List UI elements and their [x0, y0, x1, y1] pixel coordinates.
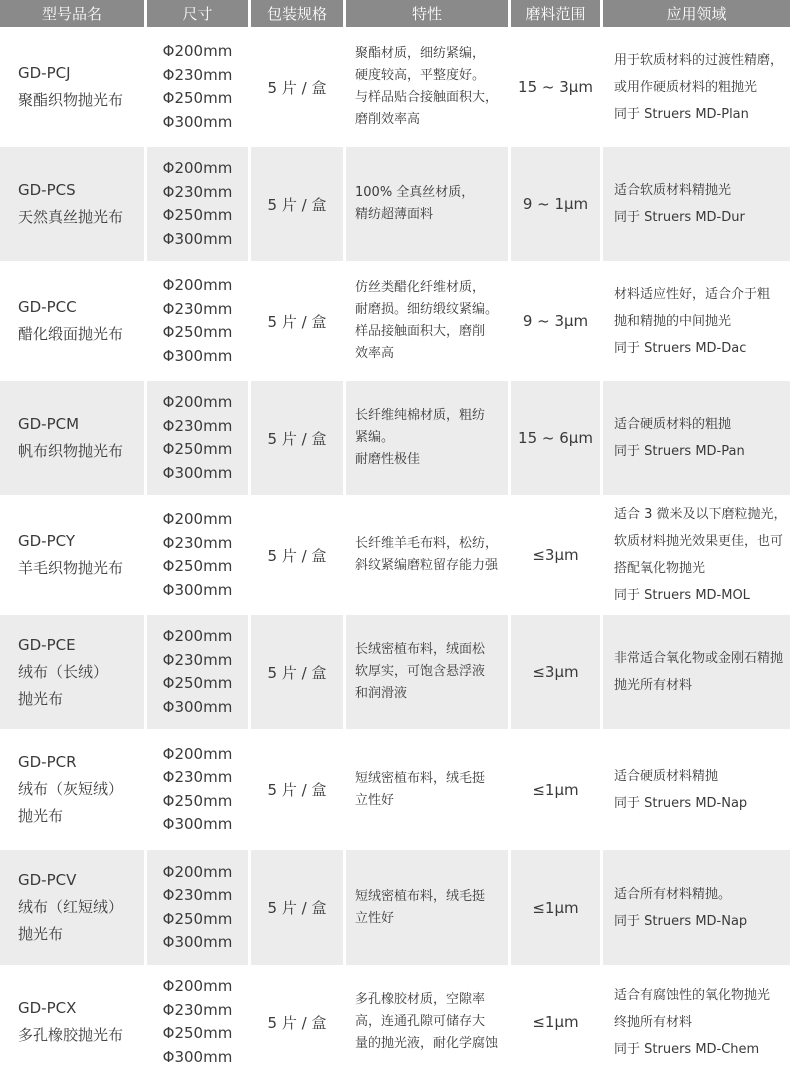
model-line: GD-PCE: [18, 635, 76, 654]
application-line: 同于 Struers MD-Dur: [614, 210, 745, 225]
application-line: 同于 Struers MD-MOL: [614, 588, 750, 603]
sizes-line: Φ230mm: [162, 182, 233, 201]
application-line: 抛光所有材料: [614, 678, 693, 693]
size-cell: [147, 615, 251, 732]
abrasive-range-cell: 15 ~ 3μm: [511, 30, 603, 147]
features-line: 100% 全真丝材质，: [355, 185, 475, 200]
application-line: 同于 Struers MD-Plan: [614, 106, 749, 122]
model-line: GD-PCV: [18, 871, 77, 889]
packaging-cell: 5 片 / 盒: [251, 264, 346, 381]
application-line: 终抛所有材料: [614, 1014, 693, 1030]
table-row: [0, 968, 790, 1079]
size-cell: [147, 147, 251, 264]
application-line: 同于 Struers MD-Dac: [614, 340, 747, 356]
model-cell: [0, 615, 147, 732]
abrasive-range-cell: ≤3μm: [511, 615, 603, 732]
features-cell: [346, 968, 511, 1079]
application-line: 同于 Struers MD-Pan: [614, 444, 745, 459]
features-line: 立性好: [355, 910, 395, 926]
packaging-cell: 5 片 / 盒: [251, 498, 346, 615]
application-line: 材料适应性好，适合介于粗: [614, 286, 771, 302]
application-cell: [603, 732, 790, 850]
table-row: [0, 30, 790, 147]
model-cell: [0, 732, 147, 850]
application-cell: [603, 850, 790, 968]
application-line: 适合所有材料精抛。: [614, 886, 732, 902]
features-line: 精纺超薄面料: [355, 207, 434, 222]
application-cell: [603, 147, 790, 264]
features-line: 长纤维纯棉材质，粗纺: [355, 408, 486, 423]
sizes-line: Φ200mm: [162, 42, 233, 60]
model-line: GD-PCR: [18, 753, 77, 771]
model-line: GD-PCC: [18, 298, 77, 316]
features-cell: [346, 498, 511, 615]
application-line: 同于 Struers MD-Nap: [614, 795, 748, 811]
model-line: 天然真丝抛光布: [18, 208, 124, 226]
model-line: GD-PCJ: [18, 64, 71, 82]
features-line: 与样品贴合接触面积大，: [355, 90, 499, 105]
abrasive-range-cell: 9 ~ 1μm: [511, 147, 603, 264]
features-line: 紧编。: [355, 430, 395, 445]
application-cell: [603, 264, 790, 381]
features-line: 长绒密植布料，绒面松: [355, 642, 486, 657]
abrasive-range-cell: ≤3μm: [511, 498, 603, 615]
features-line: 短绒密植布料，绒毛挺: [355, 770, 486, 786]
abrasive-range-cell: ≤1μm: [511, 850, 603, 968]
features-cell: [346, 30, 511, 147]
features-cell: [346, 264, 511, 381]
packaging-cell: 5 片 / 盒: [251, 615, 346, 732]
sizes-line: Φ250mm: [162, 440, 233, 458]
application-cell: [603, 30, 790, 147]
sizes-line: Φ200mm: [162, 627, 233, 645]
size-cell: [147, 968, 251, 1079]
table-row: [0, 264, 790, 381]
header-model: 型号品名: [0, 0, 147, 30]
sizes-line: Φ300mm: [162, 697, 233, 716]
application-line: 适合软质材料精抛光: [614, 183, 732, 198]
model-line: GD-PCM: [18, 415, 80, 433]
features-cell: [346, 850, 511, 968]
features-cell: [346, 381, 511, 498]
features-line: 和润滑液: [355, 686, 408, 701]
features-line: 仿丝类醋化纤维材质，: [355, 280, 486, 295]
sizes-line: Φ250mm: [162, 89, 233, 107]
sizes-line: Φ200mm: [162, 744, 233, 763]
sizes-line: Φ300mm: [162, 112, 233, 131]
model-line: 醋化缎面抛光布: [18, 325, 124, 343]
sizes-line: Φ200mm: [162, 510, 233, 528]
table-body: [0, 30, 790, 1079]
application-line: 同于 Struers MD-Chem: [614, 1041, 760, 1057]
model-line: GD-PCY: [18, 532, 76, 550]
header-size: 尺寸: [147, 0, 251, 30]
model-cell: [0, 381, 147, 498]
header-packaging: 包装规格: [251, 0, 346, 30]
packaging-cell: 5 片 / 盒: [251, 850, 346, 968]
model-cell: [0, 30, 147, 147]
table-header: [0, 0, 790, 30]
size-cell: [147, 381, 251, 498]
model-line: 绒布（灰短绒）: [18, 780, 124, 798]
application-line: 适合硬质材料的粗抛: [614, 417, 732, 432]
features-line: 高，连通孔隙可储存大: [355, 1014, 486, 1029]
sizes-line: Φ230mm: [162, 299, 233, 318]
model-line: 抛光布: [18, 689, 64, 708]
features-cell: [346, 615, 511, 732]
model-cell: [0, 498, 147, 615]
table-row: [0, 381, 790, 498]
size-cell: [147, 30, 251, 147]
model-line: 绒布（红短绒）: [18, 898, 124, 916]
table-row: [0, 498, 790, 615]
application-line: 同于 Struers MD-Nap: [614, 913, 748, 929]
sizes-line: Φ200mm: [162, 276, 233, 294]
model-cell: [0, 147, 147, 264]
application-line: 抛和精抛的中间抛光: [614, 313, 732, 329]
packaging-cell: 5 片 / 盒: [251, 147, 346, 264]
sizes-line: Φ230mm: [162, 416, 233, 435]
sizes-line: Φ230mm: [162, 65, 233, 84]
packaging-cell: 5 片 / 盒: [251, 732, 346, 850]
model-line: 多孔橡胶抛光布: [18, 1026, 124, 1044]
sizes-line: Φ300mm: [162, 580, 233, 599]
application-line: 搭配氧化物抛光: [614, 561, 706, 576]
sizes-line: Φ300mm: [162, 463, 233, 482]
application-cell: [603, 381, 790, 498]
model-cell: [0, 264, 147, 381]
packaging-cell: 5 片 / 盒: [251, 381, 346, 498]
table-row: [0, 147, 790, 264]
sizes-line: Φ230mm: [162, 1000, 233, 1019]
table-row: [0, 732, 790, 850]
sizes-line: Φ250mm: [162, 909, 233, 928]
application-line: 适合 3 微米及以下磨粒抛光，: [614, 507, 787, 522]
abrasive-range-cell: ≤1μm: [511, 968, 603, 1079]
abrasive-range-cell: 9 ~ 3μm: [511, 264, 603, 381]
table-row: [0, 850, 790, 968]
features-line: 量的抛光液，耐化学腐蚀: [355, 1036, 499, 1051]
size-cell: [147, 498, 251, 615]
model-line: 抛光布: [18, 925, 64, 943]
features-cell: [346, 147, 511, 264]
application-line: 用于软质材料的过渡性精磨，: [614, 52, 784, 68]
features-line: 聚酯材质，细纺紧编，: [355, 46, 486, 61]
sizes-line: Φ300mm: [162, 229, 233, 248]
features-line: 立性好: [355, 792, 395, 808]
sizes-line: Φ250mm: [162, 323, 233, 341]
sizes-line: Φ200mm: [162, 862, 233, 881]
features-line: 软厚实，可饱含悬浮液: [355, 664, 486, 679]
sizes-line: Φ200mm: [162, 393, 233, 411]
model-cell: [0, 968, 147, 1079]
model-line: 羊毛织物抛光布: [18, 559, 124, 577]
sizes-line: Φ230mm: [162, 533, 233, 552]
sizes-line: Φ250mm: [162, 1024, 233, 1042]
model-line: GD-PCS: [18, 181, 76, 199]
features-line: 耐磨性极佳: [355, 452, 421, 467]
model-line: 聚酯织物抛光布: [18, 91, 124, 109]
features-line: 斜纹紧编磨粒留存能力强: [355, 558, 499, 573]
application-line: 或用作硬质材料的粗抛光: [614, 79, 758, 95]
model-line: GD-PCX: [18, 999, 77, 1017]
sizes-line: Φ300mm: [162, 346, 233, 365]
size-cell: [147, 264, 251, 381]
application-line: 适合硬质材料精抛: [614, 768, 719, 784]
sizes-line: Φ250mm: [162, 674, 233, 692]
sizes-line: Φ230mm: [162, 650, 233, 669]
abrasive-range-cell: 15 ~ 6μm: [511, 381, 603, 498]
model-cell: [0, 850, 147, 968]
packaging-cell: 5 片 / 盒: [251, 30, 346, 147]
table-row: [0, 615, 790, 732]
model-line: 帆布织物抛光布: [18, 442, 124, 460]
sizes-line: Φ230mm: [162, 886, 233, 904]
size-cell: [147, 850, 251, 968]
features-line: 磨削效率高: [355, 112, 421, 127]
application-line: 软质材料抛光效果更佳，也可: [614, 534, 784, 549]
abrasive-range-cell: ≤1μm: [511, 732, 603, 850]
sizes-line: Φ250mm: [162, 206, 233, 224]
size-cell: [147, 732, 251, 850]
header-application: 应用领域: [603, 0, 790, 30]
sizes-line: Φ300mm: [162, 933, 233, 951]
features-line: 长纤维羊毛布料，松纺，: [355, 536, 499, 551]
application-line: 非常适合氧化物或金刚石精抛: [614, 651, 784, 666]
header-features: 特性: [346, 0, 511, 30]
sizes-line: Φ200mm: [162, 977, 233, 995]
sizes-line: Φ250mm: [162, 791, 233, 810]
sizes-line: Φ200mm: [162, 159, 233, 177]
application-cell: [603, 498, 790, 615]
application-line: 适合有腐蚀性的氧化物抛光: [614, 987, 771, 1003]
sizes-line: Φ300mm: [162, 815, 233, 833]
sizes-line: Φ230mm: [162, 768, 233, 786]
application-cell: [603, 968, 790, 1079]
features-line: 样品接触面积大，磨削: [355, 324, 486, 339]
features-line: 效率高: [355, 346, 395, 361]
features-cell: [346, 732, 511, 850]
features-line: 短绒密植布料，绒毛挺: [355, 888, 486, 904]
header-abrasive-range: 磨料范围: [511, 0, 603, 30]
sizes-line: Φ250mm: [162, 557, 233, 575]
model-line: 绒布（长绒）: [18, 662, 109, 681]
features-line: 多孔橡胶材质，空隙率: [355, 992, 486, 1007]
sizes-line: Φ300mm: [162, 1047, 233, 1066]
features-line: 耐磨损。细纺缎纹紧编。: [355, 302, 499, 317]
application-cell: [603, 615, 790, 732]
model-line: 抛光布: [18, 807, 64, 825]
packaging-cell: 5 片 / 盒: [251, 968, 346, 1079]
features-line: 硬度较高，平整度好。: [355, 68, 486, 83]
